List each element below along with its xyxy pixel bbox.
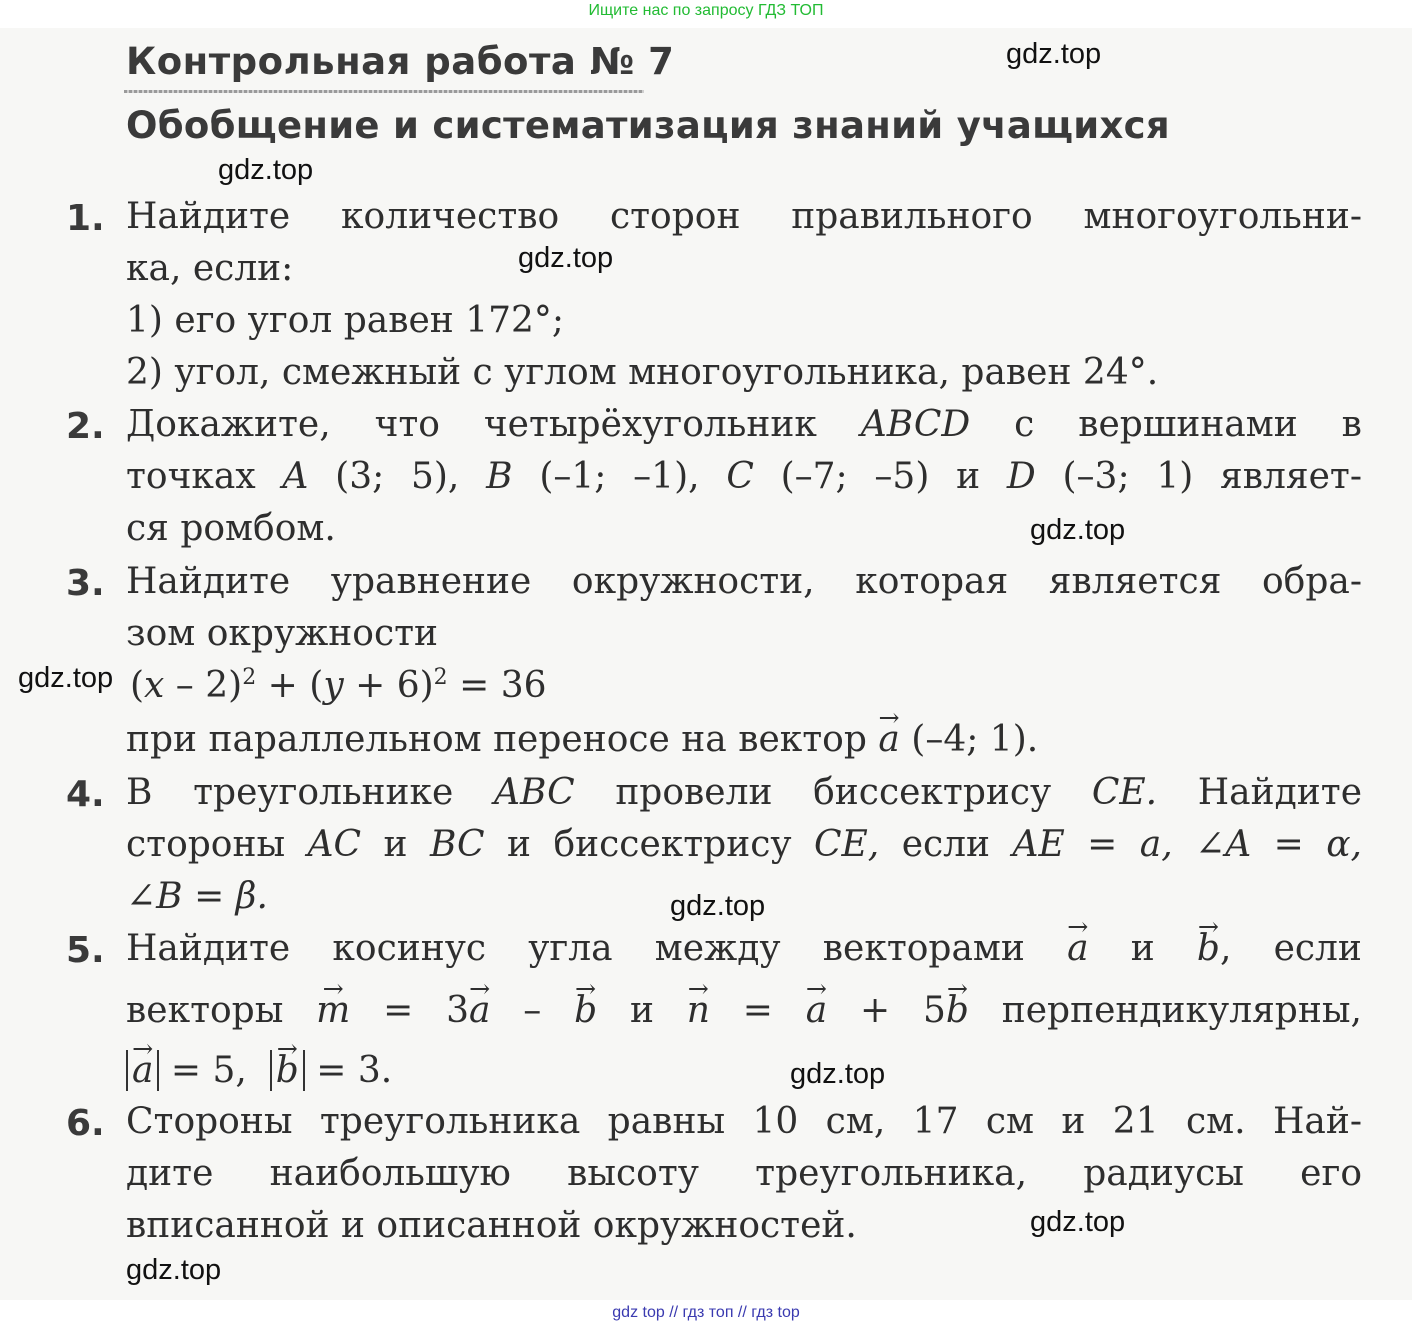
task-4-line-2: стороны AC и BC и биссектрису CE, если AE = a, ∠A = α, [126, 824, 1362, 865]
point-c: C [726, 456, 754, 497]
task-3-equation: $(x - 2)^2 + (y + 6)^2 = 36$ [130, 665, 547, 706]
task-5-line-2: векторы → m = 3→ a – → b и → n = → a + 5→ b перпендикулярны, [126, 990, 1362, 1031]
task-6-number: 6. [66, 1103, 105, 1144]
header-note: Ищите нас по запросу ГДЗ ТОП [588, 2, 824, 19]
task-2-line-1 [126, 404, 1362, 445]
vector-b: → b [1197, 928, 1220, 969]
var-y: y [323, 665, 344, 706]
task-5-line-1: Найдите косинус угла между векторами → a и → b, если [126, 928, 1362, 969]
watermark: gdz.top [18, 662, 114, 694]
t2-word: вершинами [1078, 404, 1298, 445]
task-1-line-1: Найдите количество сторон правильного многоугольни- [126, 196, 1362, 237]
task-3-line-4: при параллельном переносе на вектор → a (–4; 1). [126, 719, 1038, 760]
watermark: gdz.top [1030, 1206, 1126, 1238]
task-6-line-2: дите наибольшую высоту треугольника, радиусы его [126, 1153, 1362, 1194]
point-d: D [1006, 456, 1036, 497]
watermark: gdz.top [1006, 38, 1102, 70]
task-3-number: 3. [66, 563, 105, 604]
t2-is: являет- [1220, 456, 1362, 497]
t2-word: в [1341, 404, 1362, 445]
task-4-line-3: ∠B = β. [126, 876, 268, 917]
page-title: Контрольная работа № 7 [126, 40, 675, 83]
task-5-line-3: → a = 5, → b = 3. [126, 1050, 392, 1091]
t2-word: четырёхугольник [483, 404, 817, 445]
task-1-number: 1. [66, 198, 105, 239]
t2-word: Докажите, [126, 404, 331, 445]
task-4-line-1: В треугольнике ABC провели биссектрису CE. Найдите [126, 772, 1363, 813]
task-2-number: 2. [66, 406, 105, 447]
t2-and: и [956, 456, 981, 497]
task-1-line-3: 1) его угол равен 172°; [126, 300, 565, 341]
point-b-coords: (–1; –1), [539, 456, 700, 497]
watermark: gdz.top [670, 890, 766, 922]
watermark: gdz.top [790, 1058, 886, 1090]
page-subtitle: Обобщение и систематизация знаний учащихся [126, 104, 1170, 147]
vector-n: → n [687, 990, 710, 1031]
task-4-number: 4. [66, 774, 105, 815]
task-1-line-4: 2) угол, смежный с углом многоугольника, равен 24°. [126, 352, 1159, 393]
task-1-line-2: ка, если: [126, 248, 294, 289]
task-3-line-2: зом окружности [126, 613, 439, 654]
footer-note: gdz top // гдз топ // гдз top [612, 1304, 800, 1321]
title-underline [124, 90, 644, 93]
vector-m: → m [316, 990, 350, 1031]
vector-a: → a [878, 719, 899, 760]
task-2-line-3: ся ромбом. [126, 508, 336, 549]
t2-points: точках [126, 456, 256, 497]
watermark: gdz.top [218, 154, 314, 186]
watermark: gdz.top [126, 1254, 222, 1286]
point-a: A [282, 456, 309, 497]
task-3-line-1: Найдите уравнение окружности, которая является обра- [126, 561, 1362, 602]
task-5-number: 5. [66, 930, 105, 971]
t2-word: что [374, 404, 440, 445]
watermark: gdz.top [1030, 514, 1126, 546]
var-x: x [144, 665, 165, 706]
abs-vector-b: → b [270, 1050, 305, 1091]
point-a-coords: (3; 5), [335, 456, 460, 497]
point-b: B [486, 456, 513, 497]
task-6-line-3: вписанной и описанной окружностей. [126, 1205, 857, 1246]
vector-a: → a [1067, 928, 1088, 969]
task-6-line-1: Стороны треугольника равны 10 см, 17 см и 21 см. Най- [126, 1101, 1362, 1142]
abs-vector-a: → a [126, 1050, 159, 1091]
watermark: gdz.top [518, 242, 614, 274]
point-c-coords: (–7; –5) [780, 456, 930, 497]
task-2-line-2 [126, 456, 1362, 497]
t2-word: с [1014, 404, 1035, 445]
t2-abcd: ABCD [860, 404, 971, 445]
point-d-coords: (–3; 1) [1062, 456, 1194, 497]
